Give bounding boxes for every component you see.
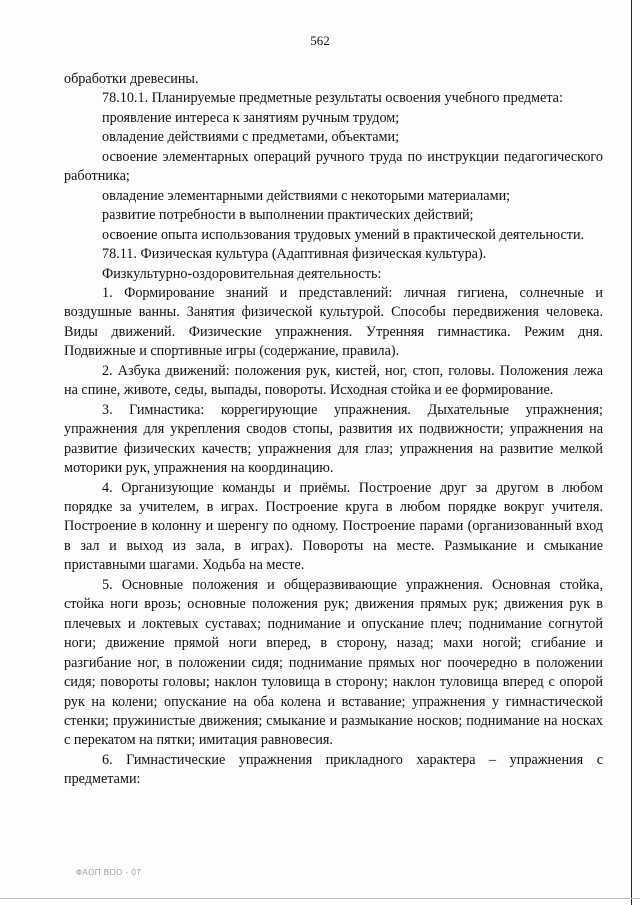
paragraph: освоение опыта использования трудовых умений в практической деятельности. [102, 226, 585, 243]
document-footer: ФАОП ВОО - 07 [76, 868, 142, 877]
scan-edge-right [631, 0, 632, 905]
page-number: 562 [310, 33, 330, 48]
paragraph: 4. Организующие команды и приёмы. Построение друг за другом в любом порядке за учителем, в играх. Построение круга в любом порядке вокруг учителя. Построение в колонну и шеренгу по одному. Построение парами (организованный вход в зал и выход из зала, в играх). Повороты на месте. Размыкание и смыкание приставными шагами. Ходьба на месте. [64, 479, 603, 574]
paragraph: овладение действиями с предметами, объектами; [102, 129, 400, 146]
paragraph: обработки древесины. [64, 71, 199, 87]
paragraph: 78.10.1. Планируемые предметные результаты освоения учебного предмета: [102, 90, 563, 107]
paragraph: проявление интереса к занятиям ручным трудом; [102, 109, 400, 126]
paragraph: развитие потребности в выполнении практических действий; [102, 207, 474, 224]
paragraph: овладение элементарными действиями с некоторыми материалами; [102, 187, 511, 204]
paragraph: 1. Формирование знаний и представлений: личная гигиена, солнечные и воздушные ванны. Занятия физической культурой. Способы передвижения человека. Виды движений. Физические упражнения. Утренняя гимнастика. Режим дня. Подвижные и спортивные игры (содержание, правила). [64, 284, 603, 360]
paragraph: освоение элементарных операций ручного труда по инструкции педагогического работника; [64, 148, 603, 185]
scan-edge-bottom [0, 898, 640, 899]
paragraph: Физкультурно-оздоровительная деятельность: [102, 265, 382, 282]
paragraph: 3. Гимнастика: коррегирующие упражнения. Дыхательные упражнения; упражнения для укрепления сводов стопы, развития их подвижности; упражнения на развитие физических качеств; упражнения для глаз; упражнения на развитие мелкой моторики рук, упражнения на координацию. [64, 401, 603, 477]
paragraph: 2. Азбука движений: положения рук, кистей, ног, стоп, головы. Положения лежа на спине, животе, седы, выпады, повороты. Исходная стойка и ее формирование. [64, 362, 603, 399]
paragraph: 6. Гимнастические упражнения прикладного характера – упражнения с предметами: [64, 751, 603, 788]
paragraph: 5. Основные положения и общеразвивающие упражнения. Основная стойка, стойка ноги врозь; основные положения рук; движения прямых рук; движения рук в плечевых и локтевых суставах; поднимание и опускание плеч; поднимание согнутой ноги; движение прямой ноги вперед, в сторону, назад; махи ногой; сгибание и разгибание ног, в положении сидя; поднимание прямых ног поочередно в положении сидя; повороты головы; наклон туловища в сторону; наклон туловища вперед с опорой рук на колени; опускание на оба колена и вставание; упражнения у гимнастической стенки; пружинистые движения; смыкание и размыкание носков; поднимание на носках с перекатом на пятки; имитация равновесия. [64, 576, 603, 749]
document-body [64, 70, 603, 790]
paragraph: 78.11. Физическая культура (Адаптивная физическая культура). [102, 246, 487, 263]
